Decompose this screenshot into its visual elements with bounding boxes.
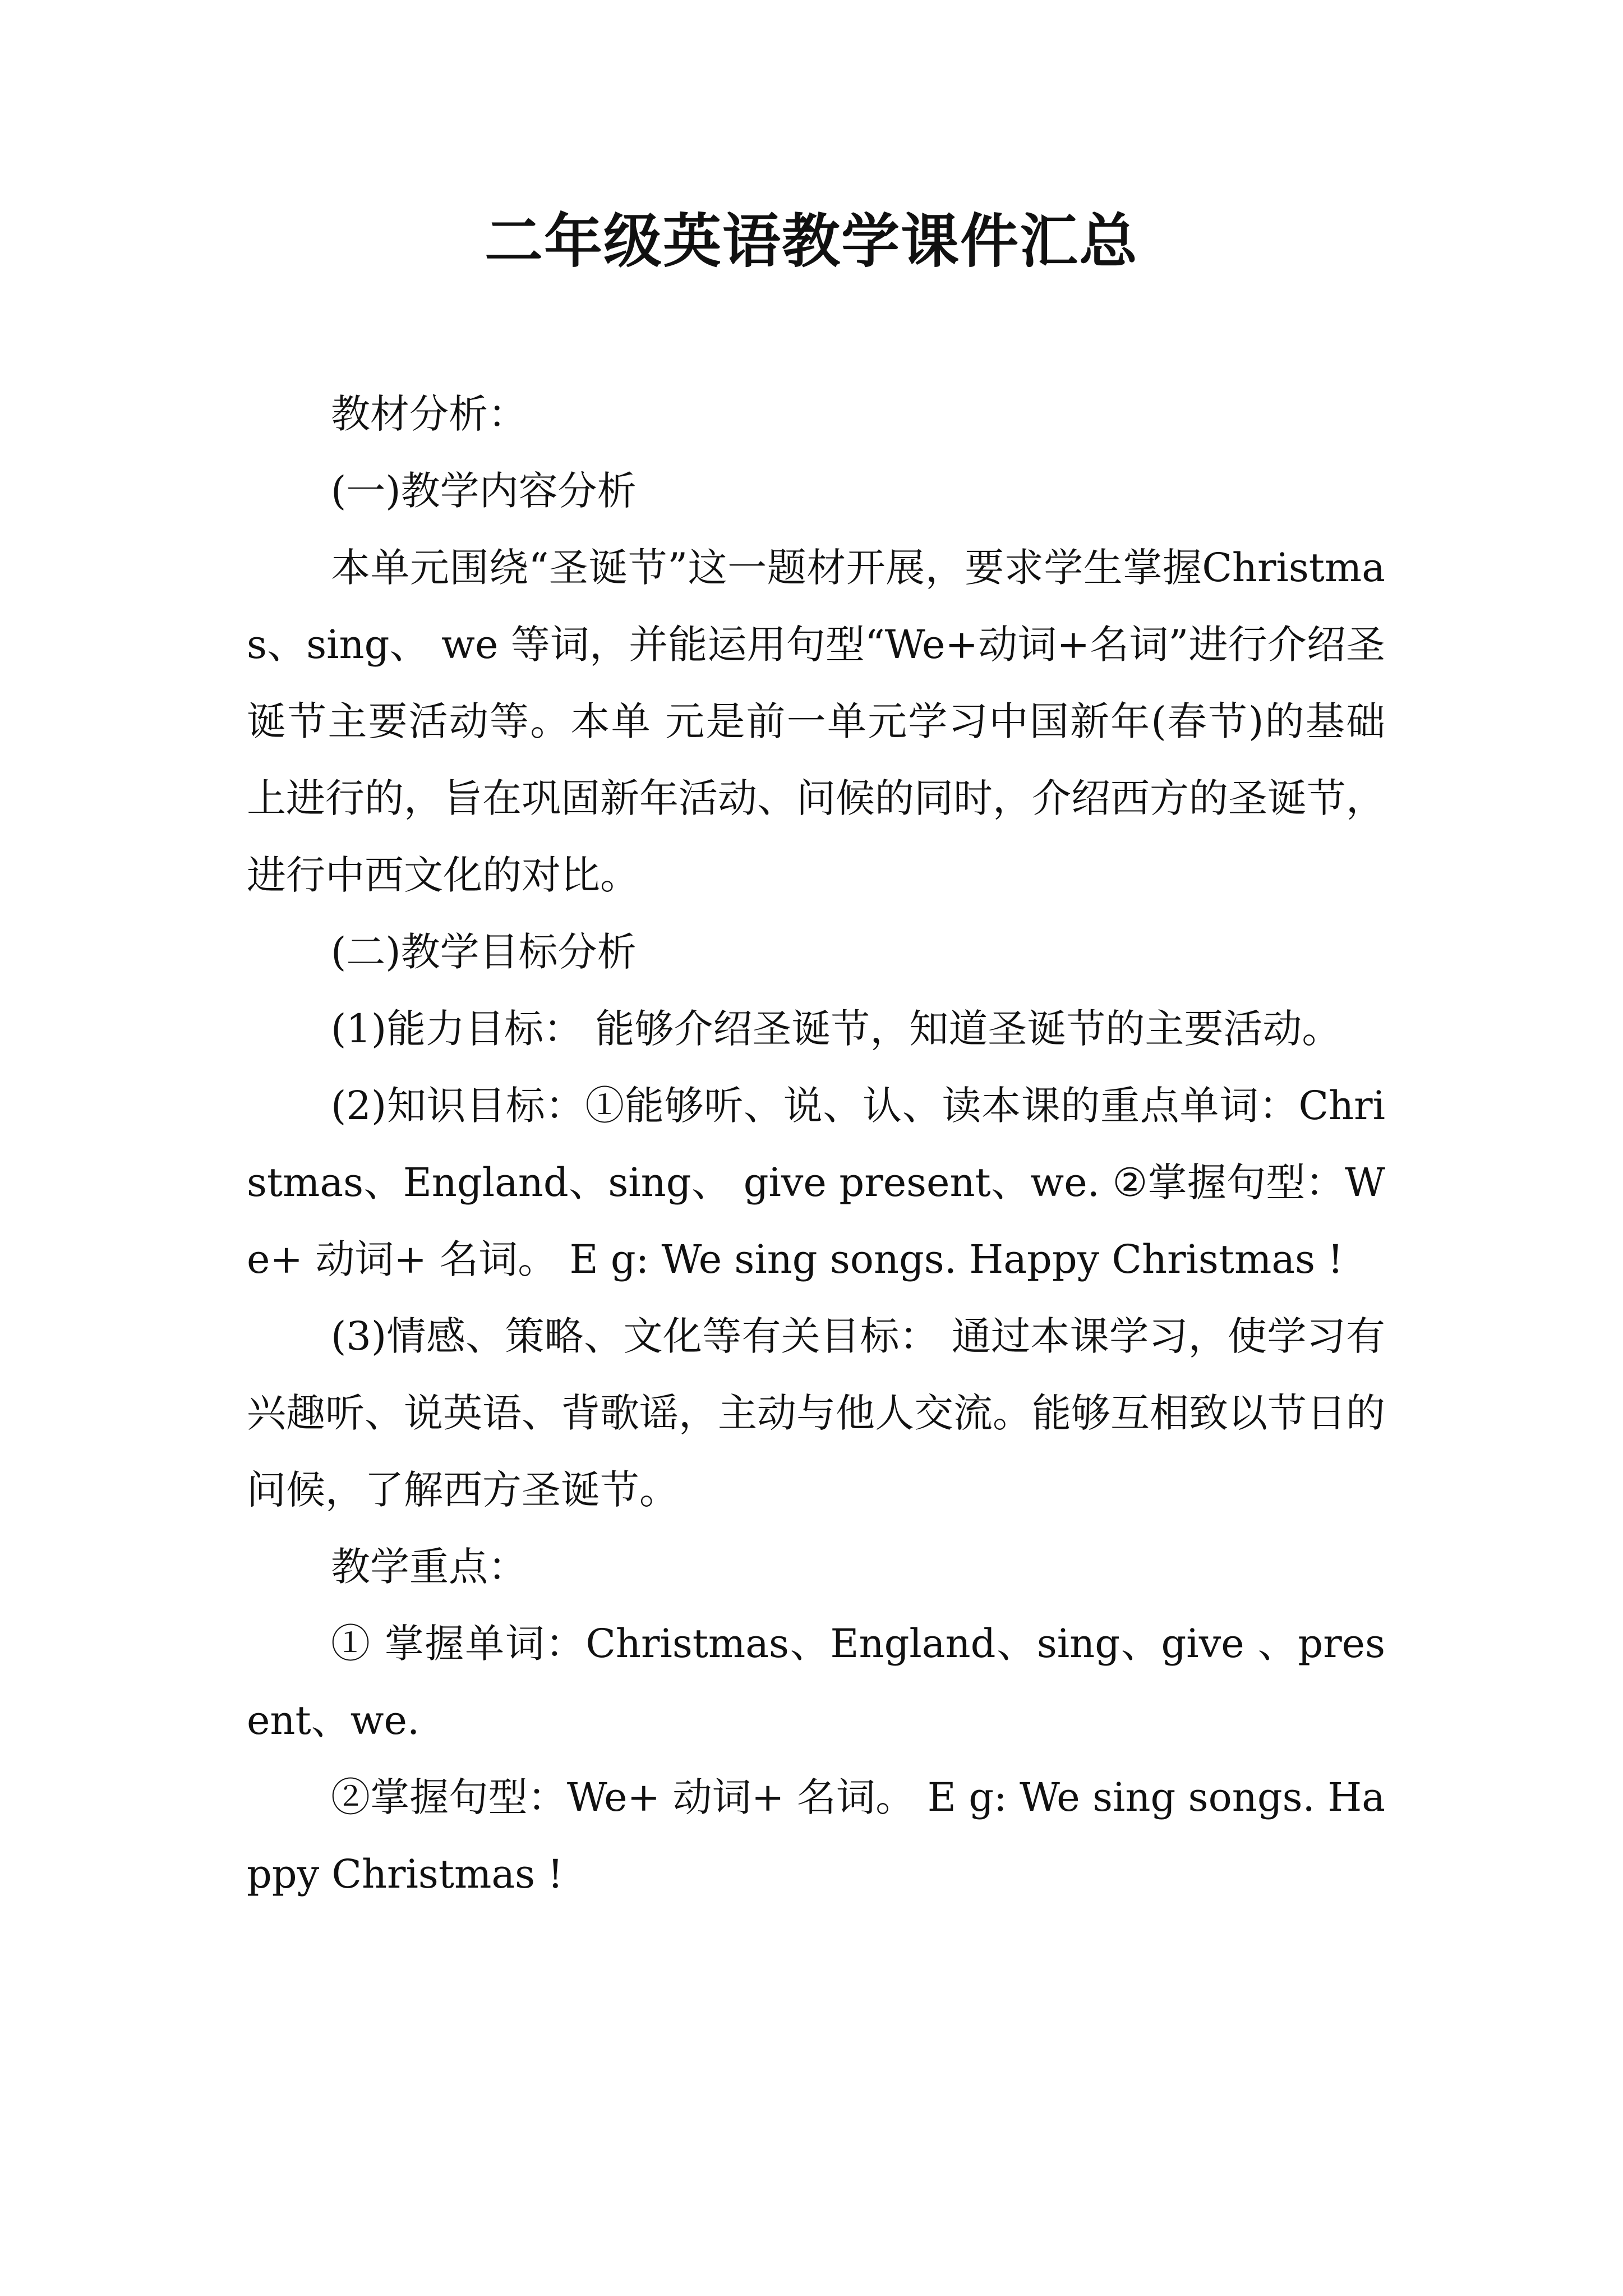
paragraph-ability-goal: (1)能力目标： 能够介绍圣诞节，知道圣诞节的主要活动。 [331, 1006, 1341, 1052]
paragraph-emotion-goal: (3)情感、策略、文化等有关目标： 通过本课学习，使学习有兴趣听、说英语、背歌谣，主动与他人交流。能够互相致以节日的问候，了解西方圣诞节。 [247, 1313, 1385, 1513]
paragraph-content-analysis-heading: (一)教学内容分析 [331, 468, 637, 514]
paragraph-key-point-words: ① 掌握单词：Christmas、England、sing、give 、present、we. [247, 1621, 1385, 1743]
document-title: 二年级英语教学课件汇总 [484, 207, 1138, 275]
paragraph-key-points-heading: 教学重点： [331, 1544, 527, 1590]
paragraph-textbook-analysis-heading: 教材分析： [331, 391, 527, 437]
paragraph-goal-analysis-heading: (二)教学目标分析 [331, 929, 637, 975]
paragraph-unit-description: 本单元围绕“圣诞节”这一题材开展，要求学生掌握Christmas、sing、 we 等词，并能运用句型“We+动词+名词”进行介绍圣诞节主要活动等。本单 元是前一单元学习中国新年(春节)的基础上进行的，旨在巩固新年活动、问候的同时，介绍西方的圣诞节，进行中西文化的对比。 [247, 545, 1385, 898]
paragraph-key-point-sentence: ②掌握句型：We+ 动词+ 名词。 E g: We sing songs. Happy Christmas ! [247, 1774, 1385, 1897]
document-body [247, 376, 1385, 1913]
paragraph-knowledge-goal: (2)知识目标：①能够听、说、认、读本课的重点单词：Christmas、England、sing、 give present、we. ②掌握句型：We+ 动词+ 名词。 E g: We sing songs. Happy Christmas ! [247, 1083, 1385, 1282]
